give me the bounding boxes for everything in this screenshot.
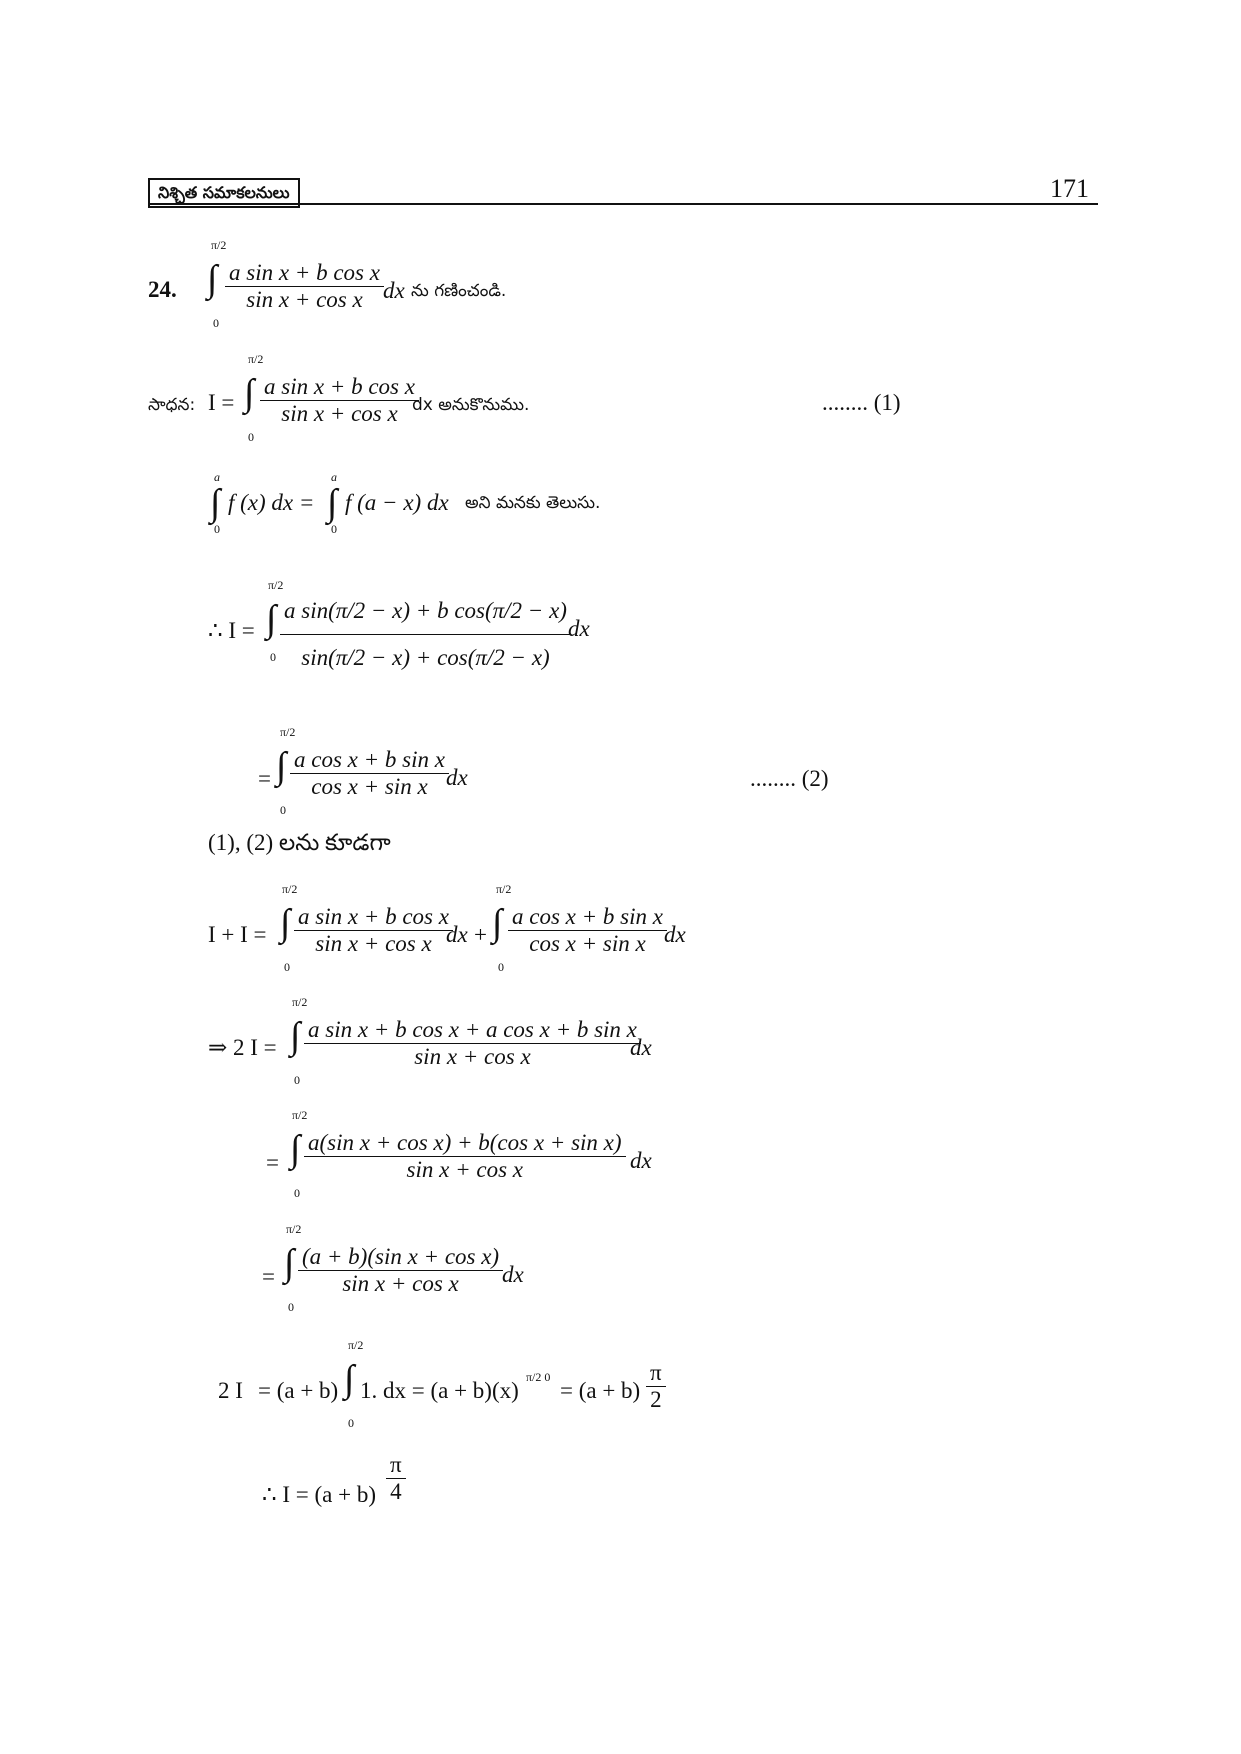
lower-limit: 0 [270, 650, 276, 664]
upper-limit: π/2 [292, 1108, 308, 1122]
integral-sign: ∫ [492, 902, 503, 944]
step3-lhs: = [258, 766, 271, 791]
integral-sign: ∫ [210, 482, 221, 524]
step2-lhs: ∴ I = [208, 618, 255, 643]
upper-limit: π/2 [268, 578, 284, 592]
step7-fraction [298, 1244, 503, 1297]
step3-denominator: cos x + sin x [311, 774, 428, 799]
step4-numerator-2: a cos x + b sin x [508, 904, 667, 931]
problem-dx: dx [383, 278, 405, 303]
upper-limit: π/2 [348, 1338, 364, 1352]
step4-lhs: I + I = [208, 922, 267, 947]
dx: dx [630, 1148, 652, 1173]
integral-sign: ∫ [290, 1015, 301, 1057]
problem-instruction: ను గణించండి. [411, 281, 507, 301]
problem-number: 24. [148, 277, 177, 302]
step6-numerator: a(sin x + cos x) + b(cos x + sin x) [304, 1130, 626, 1157]
step8-limits: π/2 0 [526, 1370, 551, 1384]
problem-integrand [225, 260, 384, 313]
problem-numerator: a sin x + b cos x [225, 260, 384, 287]
property-rhs: f (a − x) dx [345, 490, 449, 515]
step6-denominator: sin x + cos x [406, 1157, 523, 1182]
step5-fraction [304, 1017, 641, 1070]
chapter-title: నిశ్చిత సమాకలనులు [148, 178, 300, 208]
step3-fraction [290, 747, 449, 800]
dx: dx [664, 922, 686, 947]
step8-eq1: = (a + b) [258, 1378, 339, 1403]
step6-fraction [304, 1130, 626, 1183]
step4-denominator-1: sin x + cos x [315, 931, 432, 956]
integral-sign: ∫ [266, 598, 277, 640]
upper-limit: π/2 [286, 1222, 302, 1236]
step4-denominator-2: cos x + sin x [529, 931, 646, 956]
step1-numerator: a sin x + b cos x [260, 374, 419, 401]
dx: dx [630, 1035, 652, 1060]
adding-text: (1), (2) లను కూడగా [208, 830, 391, 855]
solution-label: సాధన: [148, 395, 196, 415]
property-lhs: f (x) dx = [228, 490, 315, 515]
integral-sign: ∫ [290, 1128, 301, 1170]
integral-sign: ∫ [244, 372, 255, 414]
equation-tag-1: ........ (1) [822, 390, 901, 415]
page-number: 171 [1050, 174, 1089, 203]
step4-numerator-1: a sin x + b cos x [294, 904, 453, 931]
upper-limit: π/2 [211, 238, 227, 252]
upper-limit: π/2 [282, 882, 298, 896]
step8-integrand: 1. dx = (a + b)(x) [360, 1378, 519, 1403]
lower-limit: 0 [284, 960, 290, 974]
upper-limit: π/2 [496, 882, 512, 896]
step5-lhs: ⇒ 2 I = [208, 1035, 277, 1060]
step1-lhs: I = [208, 390, 235, 415]
lower-limit: 0 [280, 803, 286, 817]
upper-limit: π/2 [280, 725, 296, 739]
step1-denominator: sin x + cos x [281, 401, 398, 426]
lower-limit: 0 [213, 316, 219, 330]
step1-text: dx అనుకొనుము. [412, 395, 530, 415]
step3-numerator: a cos x + b sin x [290, 747, 449, 774]
final-fraction: $\frac{\pi}{4}$ [386, 1452, 406, 1505]
step7-numerator: (a + b)(sin x + cos x) [298, 1244, 503, 1271]
step8-lhs: 2 I [218, 1378, 243, 1403]
lower-limit: 0 [498, 960, 504, 974]
lower-limit: 0 [348, 1416, 354, 1430]
lower-limit: 0 [294, 1186, 300, 1200]
upper-limit: π/2 [248, 352, 264, 366]
dx: dx [446, 922, 468, 947]
dx: dx [568, 616, 590, 641]
header-rule [148, 203, 1098, 205]
lower-limit: 0 [288, 1300, 294, 1314]
step5-denominator: sin x + cos x [414, 1044, 531, 1069]
step4-fraction-2 [508, 904, 667, 957]
dx: dx [446, 765, 468, 790]
lower-limit: 0 [294, 1073, 300, 1087]
dx: dx [502, 1262, 524, 1287]
step7-lhs: = [262, 1264, 275, 1289]
integral-sign: ∫ [280, 902, 291, 944]
property-text: అని మనకు తెలుసు. [465, 493, 601, 513]
step2-numerator: a sin(π/2 − x) + b cos(π/2 − x) [280, 588, 571, 635]
step2-fraction [280, 588, 571, 681]
step4-fraction-1 [294, 904, 453, 957]
integral-sign: ∫ [276, 745, 287, 787]
problem-denominator: sin x + cos x [246, 287, 363, 312]
integral-sign: ∫ [207, 258, 218, 300]
step1-fraction [260, 374, 419, 427]
step5-numerator: a sin x + b cos x + a cos x + b sin x [304, 1017, 641, 1044]
lower-limit: 0 [248, 430, 254, 444]
step6-lhs: = [266, 1150, 279, 1175]
step8-eq2: = (a + b) [560, 1378, 641, 1403]
step2-denominator: sin(π/2 − x) + cos(π/2 − x) [301, 645, 550, 670]
integral-sign: ∫ [284, 1242, 295, 1284]
step8-fraction: $\frac{\pi}{2}$ [646, 1360, 666, 1413]
integral-sign: ∫ [344, 1358, 355, 1400]
equation-tag-2: ........ (2) [750, 766, 829, 791]
final-lhs: ∴ I = (a + b) [262, 1482, 377, 1507]
step7-denominator: sin x + cos x [342, 1271, 459, 1296]
upper-limit: π/2 [292, 995, 308, 1009]
integral-sign: ∫ [327, 482, 338, 524]
